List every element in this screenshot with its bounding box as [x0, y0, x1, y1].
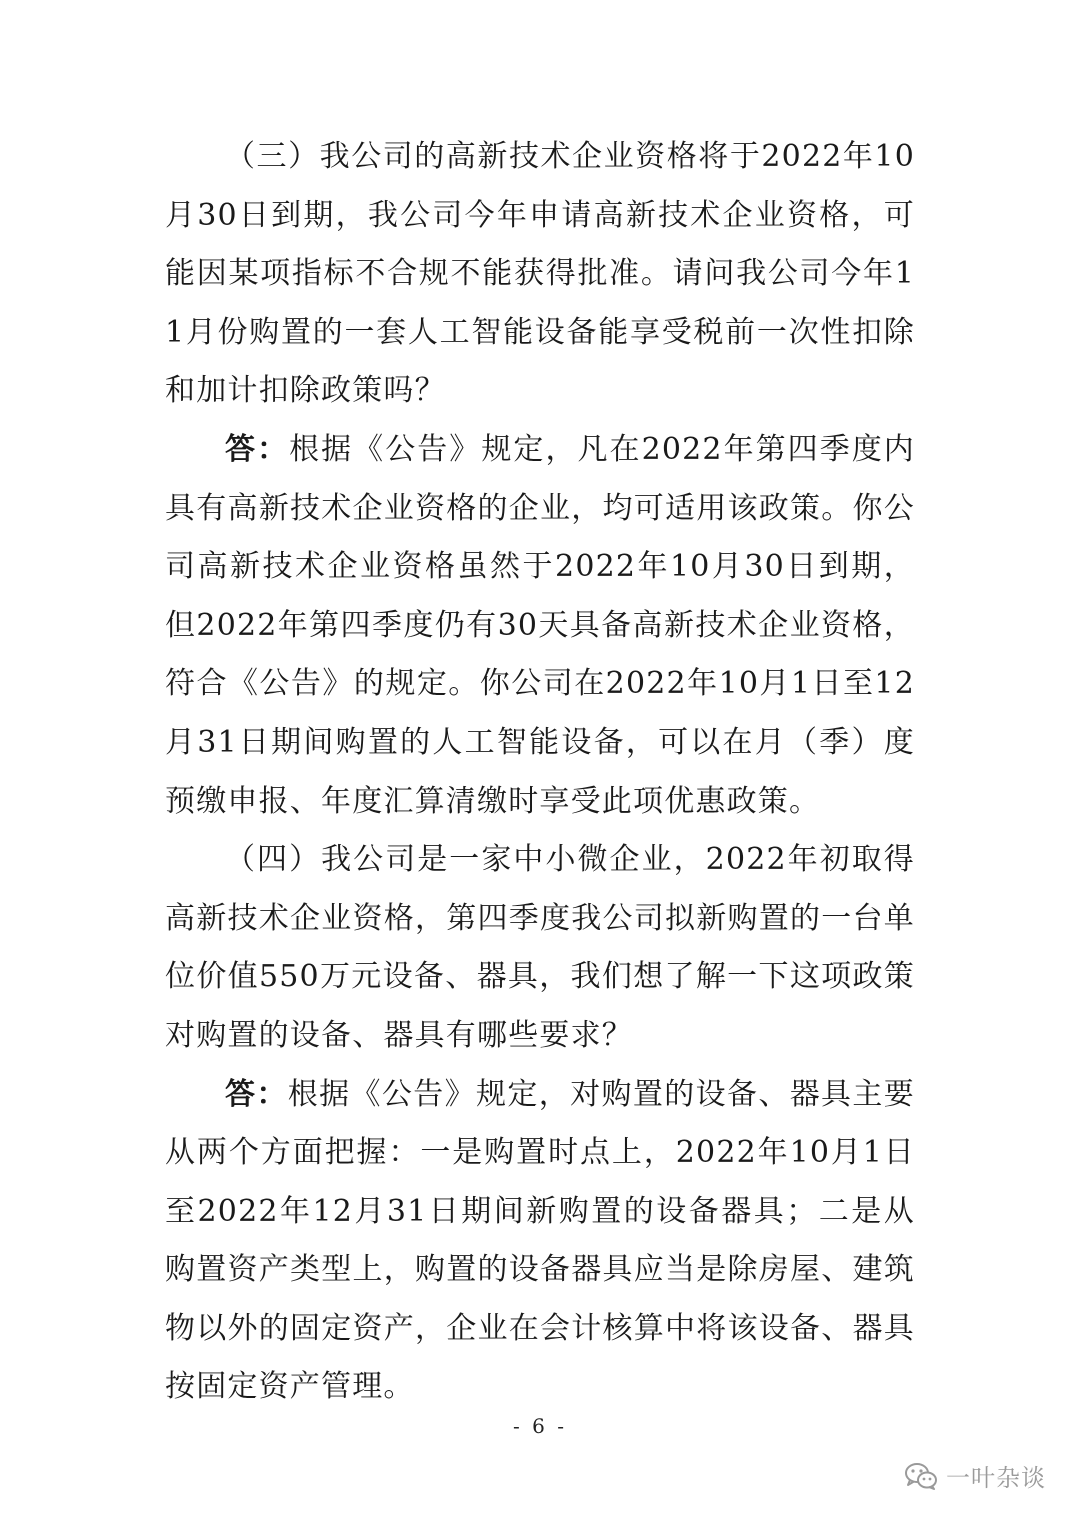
- watermark-text: 一叶杂谈: [946, 1464, 1046, 1492]
- answer-four-text: 根据《公告》规定，对购置的设备、器具主要从两个方面把握：一是购置时点上，2022年10月1日至2022年12月31日期间新购置的设备器具；二是从购置资产类型上，购置的设备器具应当是除房屋、建筑物以外的固定资产，企业在会计核算中将该设备、器具按固定资产管理。: [165, 1076, 916, 1405]
- answer-four-paragraph: [165, 1066, 915, 1418]
- answer-three-label: 答：: [225, 431, 290, 467]
- answer-three-paragraph: [165, 421, 915, 831]
- question-four-text: （四）我公司是一家中小微企业，2022年初取得高新技术企业资格，第四季度我公司拟新购置的一台单位价值550万元设备、器具，我们想了解一下这项政策对购置的设备、器具有哪些要求？: [165, 842, 915, 1053]
- answer-three-text: 根据《公告》规定，凡在2022年第四季度内具有高新技术企业资格的企业，均可适用该政策。你公司高新技术企业资格虽然于2022年10月30日到期，但2022年第四季度仍有30天具备高新技术企业资格，符合《公告》的规定。你公司在2022年10月1日至12月31日期间购置的人工智能设备，可以在月（季）度预缴申报、年度汇算清缴时享受此项优惠政策。: [165, 431, 915, 819]
- page-number: - 6 -: [513, 1414, 567, 1438]
- question-three-paragraph: [165, 128, 915, 421]
- wechat-icon: [904, 1462, 938, 1490]
- document-body: [165, 128, 915, 1417]
- question-four-paragraph: [165, 831, 915, 1065]
- wechat-watermark: [904, 1458, 1046, 1493]
- answer-four-label: 答：: [225, 1076, 288, 1112]
- question-three-text: （三）我公司的高新技术企业资格将于2022年10月30日到期，我公司今年申请高新技术企业资格，可能因某项指标不合规不能获得批准。请问我公司今年11月份购置的一套人工智能设备能享受税前一次性扣除和加计扣除政策吗？: [165, 139, 915, 409]
